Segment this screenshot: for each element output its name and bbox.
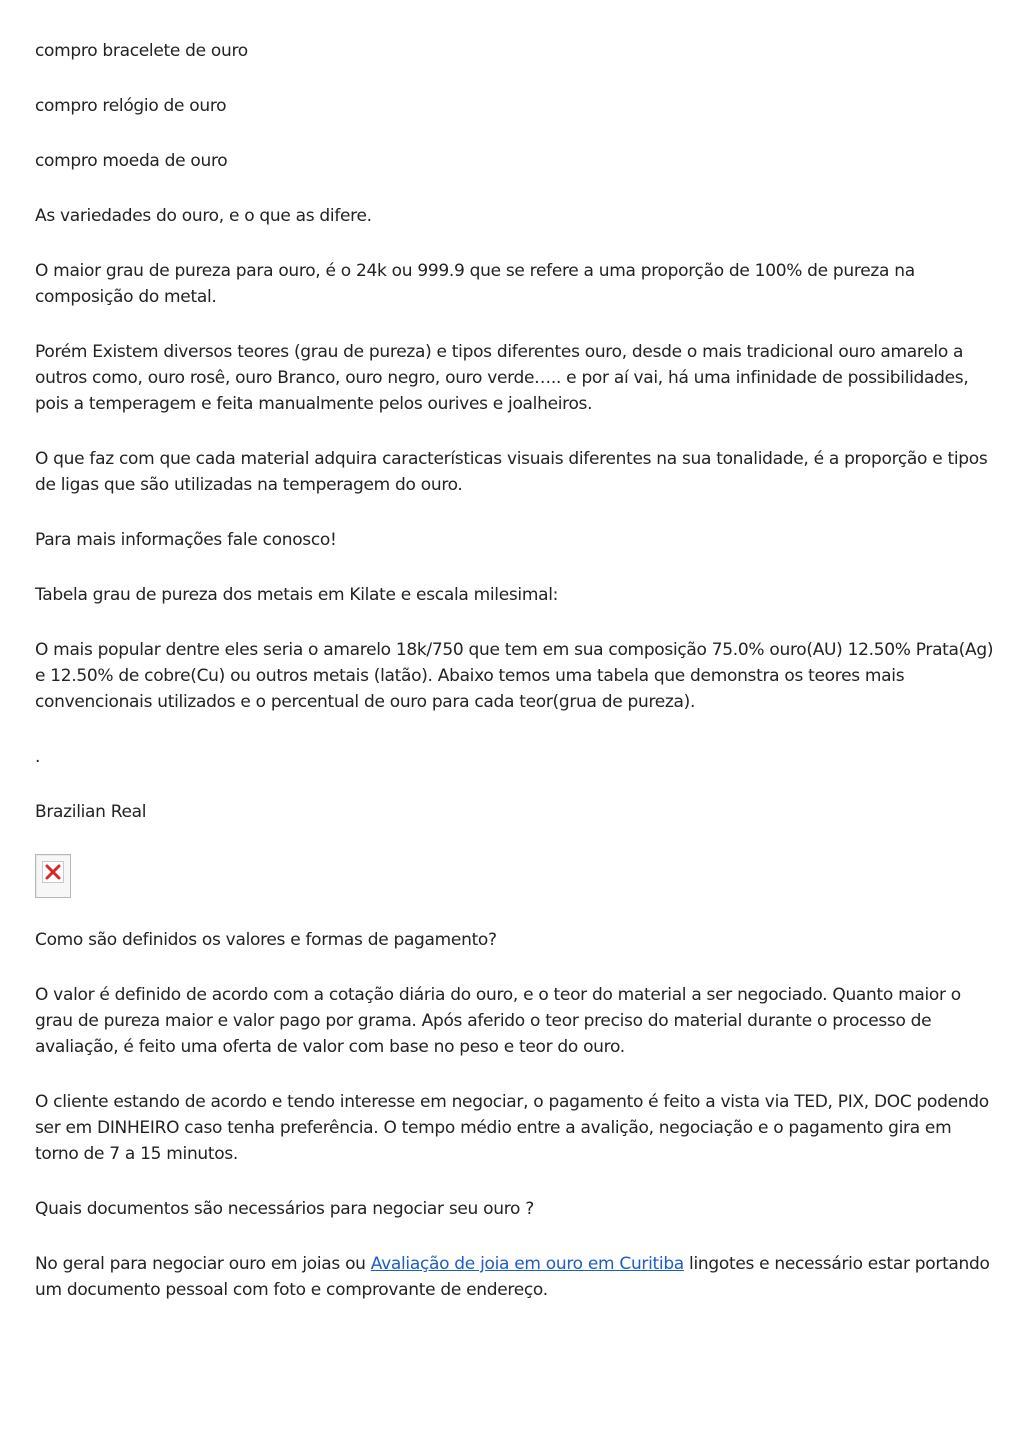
- link-avaliacao-curitiba[interactable]: Avaliação de joia em ouro em Curitiba: [370, 1254, 684, 1274]
- text-variedades: As variedades do ouro, e o que as difere.: [35, 206, 372, 226]
- text-documentos: [35, 1251, 995, 1303]
- text-bracelete: compro bracelete de ouro: [35, 41, 248, 61]
- broken-image-icon: [35, 854, 71, 898]
- broken-image-frame: [42, 861, 64, 883]
- text-caracteristicas: O que faz com que cada material adquira características visuais diferentes na sua tonalidade, é a proporção e tipos de ligas que são utilizadas na temperagem do ouro.: [35, 449, 988, 495]
- text-tabela-titulo: Tabela grau de pureza dos metais em Kilate e escala milesimal:: [35, 585, 559, 605]
- document-body: [35, 38, 995, 1332]
- text-mais-popular: O mais popular dentre eles seria o amarelo 18k/750 que tem em sua composição 75.0% ouro(AU) 12.50% Prata(Ag) e 12.50% de cobre(Cu) ou outros metais (latão). Abaixo temos uma tabela que demonstra os teores mais convencionais utilizados e o percentual de ouro para cada teor(grua de pureza).: [35, 640, 994, 712]
- text-contato: Para mais informações fale conosco!: [35, 530, 337, 550]
- text-valor-definido: O valor é definido de acordo com a cotação diária do ouro, e o teor do material a ser negociado. Quanto maior o grau de pureza maior e valor pago por grama. Após aferido o teor preciso do material durante o processo de avaliação, é feito uma oferta de valor com base no peso e teor do ouro.: [35, 985, 961, 1057]
- text-brazilian-real: Brazilian Real: [35, 802, 147, 822]
- text-documentos-after: lingotes e necessário estar portando um documento pessoal com foto e comprovante de endereço.: [35, 1254, 990, 1300]
- text-documentos-pergunta: Quais documentos são necessários para negociar seu ouro ?: [35, 1199, 534, 1219]
- red-x-icon: [43, 862, 63, 882]
- text-dot: .: [35, 747, 41, 767]
- text-teores: Porém Existem diversos teores (grau de pureza) e tipos diferentes ouro, desde o mais tradicional ouro amarelo a outros como, ouro rosê, ouro Branco, ouro negro, ouro verde….. e por aí vai, há uma infinidade de possibilidades, pois a temperagem e feita manualmente pelos ourives e joalheiros.: [35, 342, 969, 414]
- text-moeda: compro moeda de ouro: [35, 151, 228, 171]
- text-documentos-before: No geral para negociar ouro em joias ou: [35, 1254, 371, 1274]
- text-relogio: compro relógio de ouro: [35, 96, 227, 116]
- text-maior-grau: O maior grau de pureza para ouro, é o 24k ou 999.9 que se refere a uma proporção de 100% de pureza na composição do metal.: [35, 261, 915, 307]
- text-valores-pergunta: Como são definidos os valores e formas de pagamento?: [35, 930, 497, 950]
- text-pagamento: O cliente estando de acordo e tendo interesse em negociar, o pagamento é feito a vista via TED, PIX, DOC podendo ser em DINHEIRO caso tenha preferência. O tempo médio entre a avalição, negociação e o pagamento gira em torno de 7 a 15 minutos.: [35, 1092, 989, 1164]
